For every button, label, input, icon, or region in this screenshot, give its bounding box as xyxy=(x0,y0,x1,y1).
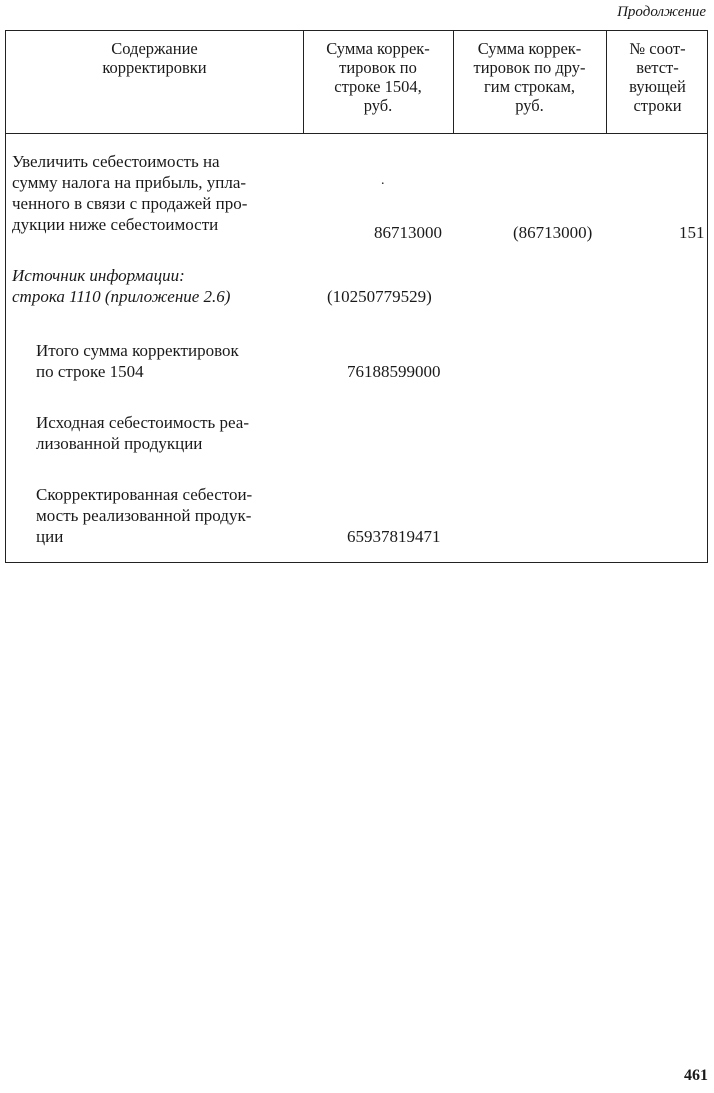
table-row-content: Увеличить себестоимость на сумму налога на прибыль, упла- ченного в связи с продажей про- дукции ниже себестоимости xyxy=(12,152,248,234)
table-row-content: Источник информации: строка 1110 (приложение 2.6) xyxy=(12,266,231,306)
continued-label: Продолжение xyxy=(617,4,706,20)
table-cell-value: 151 xyxy=(679,223,705,242)
header-adjustment-content: Содержание корректировки xyxy=(102,39,207,77)
table-row-content: Исходная себестоимость реа- лизованной продукции xyxy=(36,413,249,453)
header-line-1504-sum: Сумма коррек- тировок по строке 1504, руб. xyxy=(326,39,430,115)
stray-mark: . xyxy=(381,173,385,188)
table-cell-value: 86713000 xyxy=(374,223,442,242)
table-cell-value: (10250779529) xyxy=(327,287,432,306)
table-cell-value: 76188599000 xyxy=(347,362,441,381)
header-corresponding-line: № соот- ветст- вующей строки xyxy=(629,39,686,115)
page-number: 461 xyxy=(684,1067,708,1084)
header-other-lines-sum: Сумма коррек- тировок по дру- гим строкам, руб. xyxy=(473,39,586,115)
table-header-row xyxy=(6,31,707,134)
table-cell-value: 65937819471 xyxy=(347,527,441,546)
table-row-content: Итого сумма корректировок по строке 1504 xyxy=(36,341,239,381)
table-cell-value: (86713000) xyxy=(513,223,593,242)
adjustments-table xyxy=(5,30,708,563)
table-row-content: Скорректированная себестои- мость реализованной продук- ции xyxy=(36,485,253,546)
